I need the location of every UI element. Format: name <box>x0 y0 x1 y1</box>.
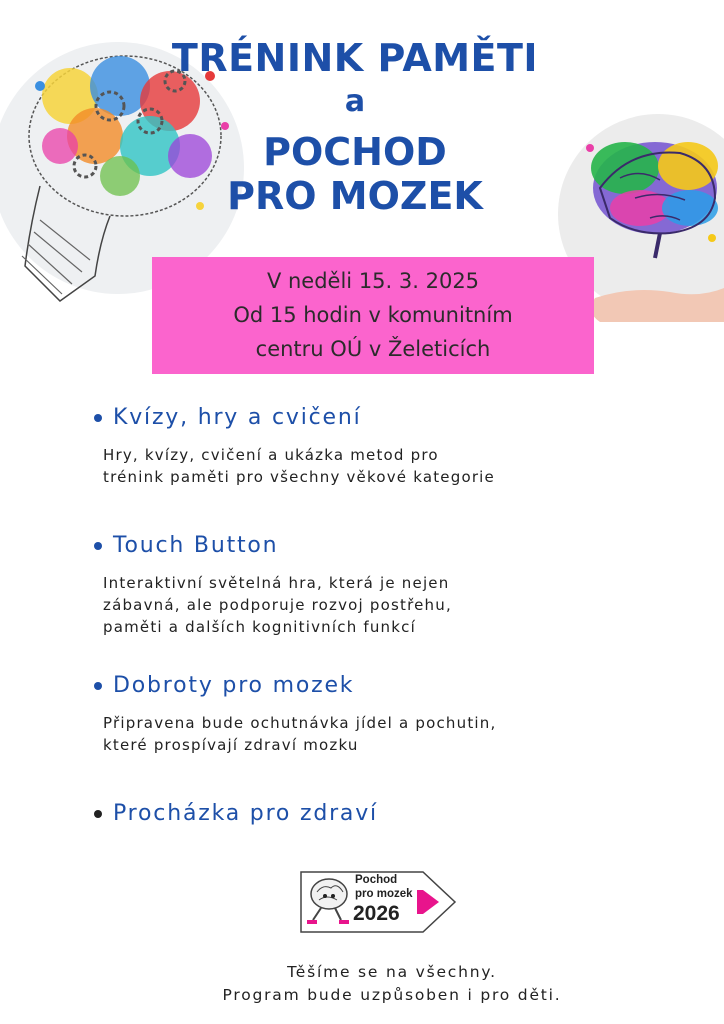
pochod-pro-mozek-logo <box>297 868 459 936</box>
section-heading-text: Dobroty pro mozek <box>113 673 355 698</box>
footer-line-2: Program bude uzpůsoben i pro děti. <box>222 986 562 1004</box>
poster-title <box>100 36 610 218</box>
event-date: V neděli 15. 3. 2025 <box>266 269 480 293</box>
section-heading-text: Procházka pro zdraví <box>113 801 378 826</box>
footer-note <box>150 961 634 1007</box>
section-heading <box>94 533 614 558</box>
logo-line-1: Pochod <box>355 874 398 886</box>
section-walk <box>94 801 614 826</box>
section-body-line: Hry, kvízy, cvičení a ukázka metod pro <box>103 446 439 464</box>
section-heading <box>94 405 614 430</box>
section-body-line: paměti a dalších kognitivních funkcí <box>103 618 416 636</box>
title-line-4: PRO MOZEK <box>227 174 483 218</box>
event-time: Od 15 hodin v komunitním <box>233 303 513 327</box>
bullet-icon <box>94 810 102 818</box>
section-heading <box>94 673 614 698</box>
section-heading-text: Kvízy, hry a cvičení <box>113 405 362 430</box>
section-heading-text: Touch Button <box>113 533 279 558</box>
section-body <box>103 444 614 488</box>
logo-line-2: pro mozek <box>355 888 413 900</box>
title-line-2: a <box>344 84 366 119</box>
section-body <box>103 572 614 638</box>
section-body-line: zábavná, ale podporuje rozvoj postřehu, <box>103 596 452 614</box>
section-brain-food <box>94 673 614 756</box>
section-body-line: které prospívají zdraví mozku <box>103 736 359 754</box>
section-body-line: trénink paměti pro všechny věkové kategorie <box>103 468 495 486</box>
event-place: centru OÚ v Želeticích <box>255 337 491 361</box>
bullet-icon <box>94 414 102 422</box>
bullet-icon <box>94 682 102 690</box>
section-touch-button <box>94 533 614 638</box>
title-line-1: TRÉNINK PAMĚTI <box>171 36 539 80</box>
section-body-line: Připravena bude ochutnávka jídel a pochutin, <box>103 714 497 732</box>
section-body-line: Interaktivní světelná hra, která je nejen <box>103 574 450 592</box>
event-info-box <box>152 257 594 374</box>
footer-line-1: Těšíme se na všechny. <box>287 963 497 981</box>
title-line-3: POCHOD <box>263 130 447 174</box>
logo-year: 2026 <box>353 902 400 925</box>
bullet-icon <box>94 542 102 550</box>
section-heading <box>94 801 614 826</box>
section-body <box>103 712 614 756</box>
section-quizzes <box>94 405 614 488</box>
